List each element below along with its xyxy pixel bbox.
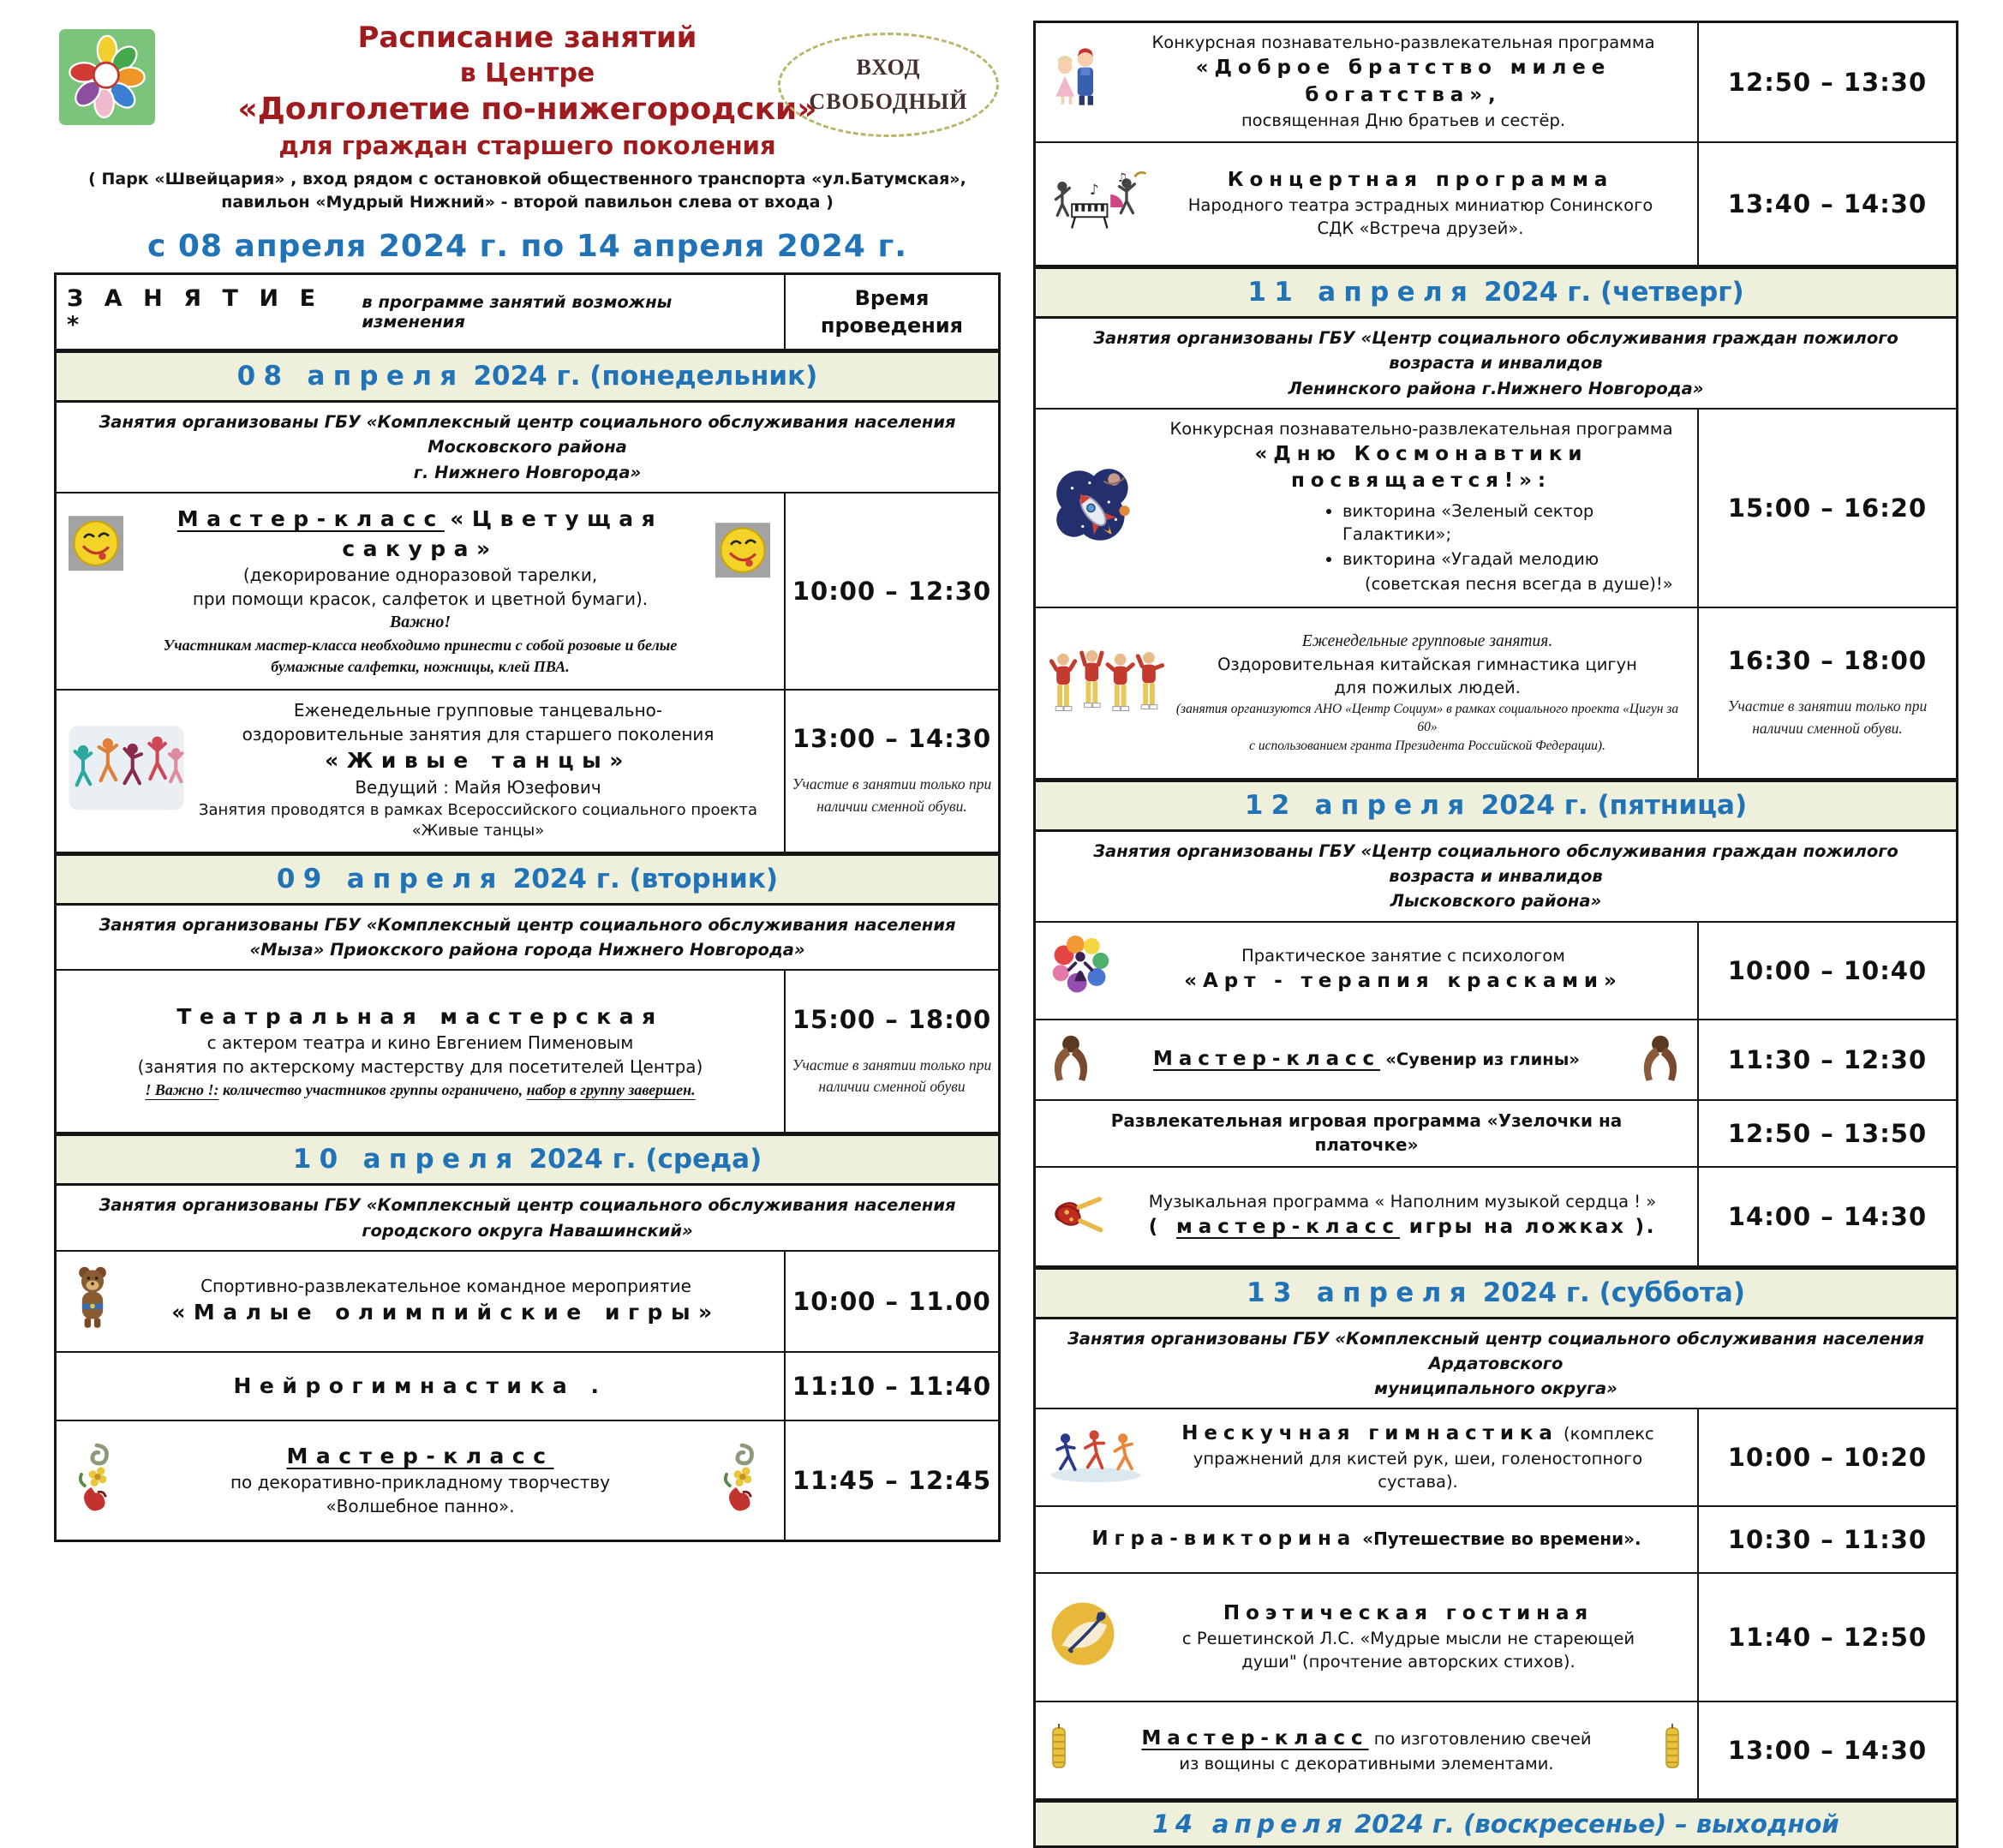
day-suffix: 2024 г. (воскресенье) – выходной: [1354, 1809, 1839, 1839]
qigong-people-icon: [1048, 648, 1166, 739]
organizer-line2: «Мыза» Приокского района города Нижнего Новгорода»: [249, 940, 805, 960]
day-suffix: 2024 г. (четверг): [1484, 277, 1744, 308]
time-cell: [1699, 410, 1956, 607]
title-line-2: в Центре: [459, 58, 595, 89]
address-line-1: ( Парк «Швейцария» , вход рядом с остановкой общественного транспорта «ул.Батумская»,: [88, 169, 966, 188]
organizer-line1: Занятия организованы ГБУ «Центр социального обслуживания граждан пожилого возраста и инвалидов: [1093, 328, 1898, 374]
day-header-friday: [1036, 778, 1956, 830]
time-value: 13:40 – 14:30: [1727, 189, 1928, 218]
activity-line: с использованием гранта Президента Российской Федерации).: [1249, 738, 1605, 753]
organizer-line1: Занятия организованы ГБУ «Комплексный центр социального обслуживания населения: [99, 914, 956, 935]
activity-line: СДК «Встреча друзей».: [1317, 218, 1524, 238]
time-header-line1: Время: [854, 285, 930, 310]
time-value: 15:00 – 18:00: [792, 1004, 992, 1034]
time-cell: [1699, 923, 1956, 1019]
activity-line: упражнений для кистей рук, шеи, голеностопного сустава).: [1193, 1449, 1643, 1492]
activity-line: (занятия организуются АНО «Центр Социум» в рамках социального проекта «Цигун за 60»: [1175, 701, 1679, 735]
paint-splash-icon: [1048, 930, 1113, 1011]
activity-line: (комплекс: [1558, 1424, 1654, 1444]
activity-title-rest: «Цветущая сакура»: [342, 506, 664, 561]
free-entry-badge: [778, 33, 999, 137]
title-line-4: для граждан старшего поколения: [278, 130, 776, 160]
activity-title: «Малые олимпийские игры»: [171, 1300, 720, 1325]
activity-title: Игра-викторина: [1091, 1528, 1357, 1551]
day-date: 09 апреля: [276, 863, 505, 894]
activity-row-neuro: [57, 1351, 998, 1420]
time-cell: [1699, 23, 1956, 141]
organizer-line2: муниципального округа»: [1374, 1379, 1617, 1398]
organizer-line2: Лысковского района»: [1390, 891, 1602, 912]
spoons-icon: [1048, 1185, 1111, 1248]
organizer-tuesday: [57, 904, 998, 970]
activity-title: Мастер-класс: [286, 1443, 554, 1468]
activity-line: Спортивно-развлекательное командное мероприятие: [200, 1275, 691, 1296]
time-note: Участие в занятии только при наличии сменной обуви.: [792, 775, 992, 815]
activity-line: для пожилых людей.: [1334, 677, 1521, 697]
activity-line: Народного театра эстрадных миниатюр Сонинского: [1187, 194, 1653, 215]
day-header-monday: [57, 349, 998, 401]
activity-line: при помощи красок, салфеток и цветной бумаги).: [192, 588, 649, 609]
organizer-line1: Занятия организованы ГБУ «Комплексный центр социального обслуживания населения Ардатовского: [1067, 1328, 1925, 1373]
smiley-icon: [715, 523, 770, 584]
time-value: 11:45 – 12:45: [792, 1465, 992, 1495]
activity-title: «Живые танцы»: [325, 748, 631, 774]
poster-title: [182, 19, 872, 163]
left-column: [54, 14, 1001, 1542]
activity-line: Еженедельные групповые занятия.: [1301, 631, 1553, 650]
activity-row-sakura: [57, 492, 998, 689]
time-cell: [1699, 1574, 1956, 1701]
time-note: Участие в занятии только при наличии сменной обуви.: [1727, 697, 1928, 737]
poster-header: [54, 19, 1001, 272]
activity-line: Ведущий : Майя Юзефович: [355, 776, 601, 798]
activity-line: по декоративно-прикладному творчеству: [230, 1472, 611, 1493]
activity-title: Мастер-класс: [1141, 1726, 1369, 1749]
activity-title: Концертная программа: [1227, 169, 1614, 192]
organizer-line1: Занятия организованы ГБУ «Комплексный центр социального обслуживания населения: [99, 1195, 956, 1216]
activity-row-clay: [1036, 1019, 1956, 1099]
time-cell: [1699, 143, 1956, 265]
activity-line: Занятия проводятся в рамках Всероссийского социального проекта «Живые танцы»: [198, 800, 758, 840]
activity-title: «Дню Космонавтики посвящается!»:: [1254, 442, 1588, 493]
activity-title: «Доброе братство милее богатства»,: [1195, 57, 1611, 106]
activity-line: количество участников группы ограничено,: [218, 1080, 527, 1098]
time-cell: [786, 493, 998, 689]
activity-title: Мастер-класс: [1153, 1047, 1381, 1070]
day-header-thursday: [1036, 265, 1956, 317]
time-value: 11:10 – 11:40: [792, 1371, 992, 1401]
day-date: 13 апреля: [1246, 1277, 1474, 1308]
activity-line: Развлекательная игровая программа «Узелочки на платочке»: [1110, 1109, 1623, 1155]
time-value: 10:00 – 11.00: [792, 1286, 991, 1316]
activity-line: по изготовлению свечей: [1368, 1728, 1592, 1749]
organizer-line1: Занятия организованы ГБУ «Комплексный центр социального обслуживания населения Московского района: [99, 412, 956, 458]
day-date: 10 апреля: [292, 1144, 521, 1175]
table-header-row: [57, 275, 998, 349]
ornament-icon: [714, 1438, 770, 1522]
day-date: 12 апреля: [1244, 789, 1473, 821]
time-value: 11:30 – 12:30: [1727, 1044, 1928, 1074]
time-cell: [786, 1353, 998, 1420]
time-value: 12:50 – 13:50: [1727, 1118, 1928, 1148]
time-cell: [1699, 608, 1956, 778]
organizer-wednesday: [57, 1184, 998, 1250]
time-cell: [786, 971, 998, 1132]
organizer-thursday: [1036, 317, 1956, 408]
time-cell: [1699, 1507, 1956, 1572]
activity-line: игры на ложках ).: [1400, 1216, 1657, 1239]
day-suffix: 2024 г. (вторник): [512, 863, 779, 894]
activity-title: мастер-класс: [1176, 1216, 1400, 1239]
activity-line: из вощины с декоративными элементами.: [1179, 1753, 1554, 1773]
activity-line: посвященная Дню братьев и сестёр.: [1241, 110, 1566, 130]
activity-line: (: [1148, 1216, 1177, 1239]
activity-header-note: в программе занятий возможны изменения: [362, 292, 673, 332]
activity-title: «Арт - терапия красками»: [1184, 970, 1623, 993]
space-rocket-icon: [1048, 457, 1144, 559]
activity-row-quiz: [1036, 1505, 1956, 1572]
important-note: набор в группу завершен.: [526, 1080, 696, 1098]
activity-line: Практическое занятие с психологом: [1241, 946, 1565, 966]
svg-text:♫: ♫: [1116, 170, 1128, 185]
activity-bullet: • викторина «Угадай мелодию: [1342, 548, 1680, 571]
organizer-monday: [57, 401, 998, 492]
activity-column-header: [57, 275, 786, 349]
organizer-line1: Занятия организованы ГБУ «Центр социального обслуживания граждан пожилого возраста и инвалидов: [1093, 840, 1898, 886]
activity-bullet-continuation: (советская песня всегда в душе)!»: [1365, 573, 1673, 594]
activity-row-brothers: [1036, 23, 1956, 141]
activity-row-candles: [1036, 1701, 1956, 1798]
time-cell: [786, 691, 998, 852]
badge-line-2: СВОБОДНЫЙ: [809, 89, 968, 114]
activity-line: «Волшебное панно».: [326, 1496, 515, 1516]
smiley-icon: [69, 516, 123, 577]
title-line-3: «Долголетие по-нижегородски»: [237, 92, 817, 128]
activity-row-dances: [57, 689, 998, 852]
dancing-people-icon: [69, 726, 184, 816]
organizer-line2: Ленинского района г.Нижнего Новгорода»: [1288, 378, 1704, 398]
activity-line: оздоровительные занятия для старшего поколения: [242, 723, 715, 745]
time-value: 10:00 – 10:40: [1727, 955, 1928, 985]
activity-row-theatre: [57, 969, 998, 1132]
time-cell: [1699, 1020, 1956, 1099]
time-value: 13:00 – 14:30: [792, 724, 992, 754]
organizer-saturday: [1036, 1318, 1956, 1408]
time-value: 11:40 – 12:50: [1727, 1623, 1928, 1653]
activity-row-qigong: [1036, 607, 1956, 778]
clay-hands-icon: [1637, 1026, 1683, 1094]
activity-line: Конкурсная познавательно-развлекательная программа: [1169, 418, 1673, 439]
activity-line: «Путешествие во времени».: [1356, 1528, 1641, 1550]
candle-icon: [1661, 1721, 1683, 1779]
ornament-icon: [69, 1438, 125, 1522]
time-value: 15:00 – 16:20: [1727, 493, 1928, 523]
time-note: Участие в занятии только при наличии сменной обуви: [792, 1056, 992, 1096]
activity-line: с актером театра и кино Евгением Пименовым: [206, 1032, 634, 1054]
activity-row-panno: [57, 1420, 998, 1540]
activity-line: (декорирование одноразовой тарелки,: [242, 565, 598, 586]
time-column-header: [786, 275, 998, 349]
right-column: [1033, 21, 1958, 1848]
olympic-bear-icon: [69, 1262, 117, 1341]
activity-title: Нейрогимнастика .: [233, 1373, 607, 1398]
activity-title: Поэтическая гостиная: [1223, 1602, 1594, 1625]
activity-line: Еженедельные групповые танцевально-: [293, 700, 663, 721]
title-line-1: Расписание занятий: [357, 21, 697, 55]
time-cell: [1699, 1168, 1956, 1265]
activity-line: Участникам мастер-класса необходимо принести с собой розовые и белые: [163, 636, 678, 654]
activity-header-label: З А Н Я Т И Е *: [67, 285, 322, 338]
flower-logo: [59, 29, 155, 125]
day-date: 14 апреля: [1152, 1809, 1348, 1839]
activity-row-space: [1036, 408, 1956, 607]
activity-row-knots: [1036, 1099, 1956, 1166]
schedule-table-right: [1033, 21, 1958, 1848]
activity-line: с Решетинской Л.С. «Мудрые мысли не стареющей: [1181, 1629, 1635, 1649]
day-footer-sunday: [1036, 1798, 1956, 1845]
organizer-line2: г. Нижнего Новгорода»: [413, 462, 642, 482]
activity-row-gym: [1036, 1408, 1956, 1505]
day-suffix: 2024 г. (суббота): [1482, 1277, 1746, 1308]
important-note: Важно!: [389, 613, 451, 632]
activity-title: Нескучная гимнастика: [1181, 1422, 1558, 1445]
time-value: 14:00 – 14:30: [1727, 1201, 1928, 1231]
day-header-tuesday: [57, 852, 998, 904]
activity-line: души" (прочтение авторских стихов).: [1241, 1652, 1575, 1672]
music-band-icon: [1048, 162, 1152, 246]
time-value: 10:30 – 11:30: [1727, 1525, 1928, 1555]
day-suffix: 2024 г. (пятница): [1480, 789, 1748, 821]
svg-text:♪: ♪: [1089, 181, 1099, 199]
organizer-line2: городского округа Навашинский»: [362, 1220, 693, 1241]
date-range: с 08 апреля 2024 г. по 14 апреля 2024 г.: [147, 228, 907, 264]
day-suffix: 2024 г. (понедельник): [473, 361, 818, 392]
activity-row-poetry: [1036, 1572, 1956, 1701]
time-value: 16:30 – 18:00: [1727, 646, 1928, 676]
time-cell: [1699, 1409, 1956, 1505]
time-cell: [1699, 1101, 1956, 1166]
candle-icon: [1048, 1721, 1070, 1779]
day-header-saturday: [1036, 1265, 1956, 1318]
time-header-line2: проведения: [820, 314, 964, 338]
poet-feather-icon: [1048, 1599, 1118, 1676]
kids-icon: [1048, 41, 1103, 123]
time-value: 13:00 – 14:30: [1727, 1736, 1928, 1766]
activity-line: Музыкальная программа « Наполним музыкой сердца ! »: [1148, 1192, 1657, 1212]
activity-bullet: • викторина «Зеленый сектор Галактики»;: [1342, 500, 1680, 547]
time-value: 12:50 – 13:30: [1727, 68, 1928, 97]
badge-line-1: ВХОД: [856, 55, 921, 80]
activity-title: Театральная мастерская: [176, 1003, 664, 1029]
schedule-table-left: [54, 272, 1001, 1542]
clay-hands-icon: [1048, 1026, 1094, 1094]
activity-line: Оздоровительная китайская гимнастика цигун: [1217, 654, 1637, 674]
time-cell: [786, 1252, 998, 1351]
day-header-wednesday: [57, 1132, 998, 1184]
activity-row-olympic: [57, 1250, 998, 1351]
important-note: ! Важно !:: [145, 1080, 219, 1098]
activity-row-art: [1036, 921, 1956, 1019]
address-line-2: павильон «Мудрый Нижний» - второй павильон слева от входа ): [221, 193, 834, 212]
gymnastics-icon: [1048, 1424, 1144, 1491]
organizer-friday: [1036, 830, 1956, 921]
activity-line: Конкурсная познавательно-развлекательная программа: [1151, 33, 1655, 53]
activity-line: бумажные салфетки, ножницы, клей ПВА.: [271, 657, 570, 675]
activity-title-rest: «Сувенир из глины»: [1385, 1049, 1580, 1069]
day-suffix: 2024 г. (среда): [529, 1144, 762, 1175]
time-cell: [786, 1421, 998, 1540]
time-value: 10:00 – 10:20: [1727, 1443, 1928, 1473]
time-cell: [1699, 1702, 1956, 1798]
day-date: 11 апреля: [1247, 277, 1476, 308]
time-value: 10:00 – 12:30: [792, 576, 992, 606]
activity-row-concert: [1036, 141, 1956, 265]
activity-title: Мастер-класс: [176, 506, 445, 532]
activity-line: (занятия по актерскому мастерству для посетителей Центра): [137, 1056, 703, 1078]
day-date: 08 апреля: [236, 361, 465, 392]
address: [54, 168, 1001, 215]
activity-row-spoons: [1036, 1166, 1956, 1265]
